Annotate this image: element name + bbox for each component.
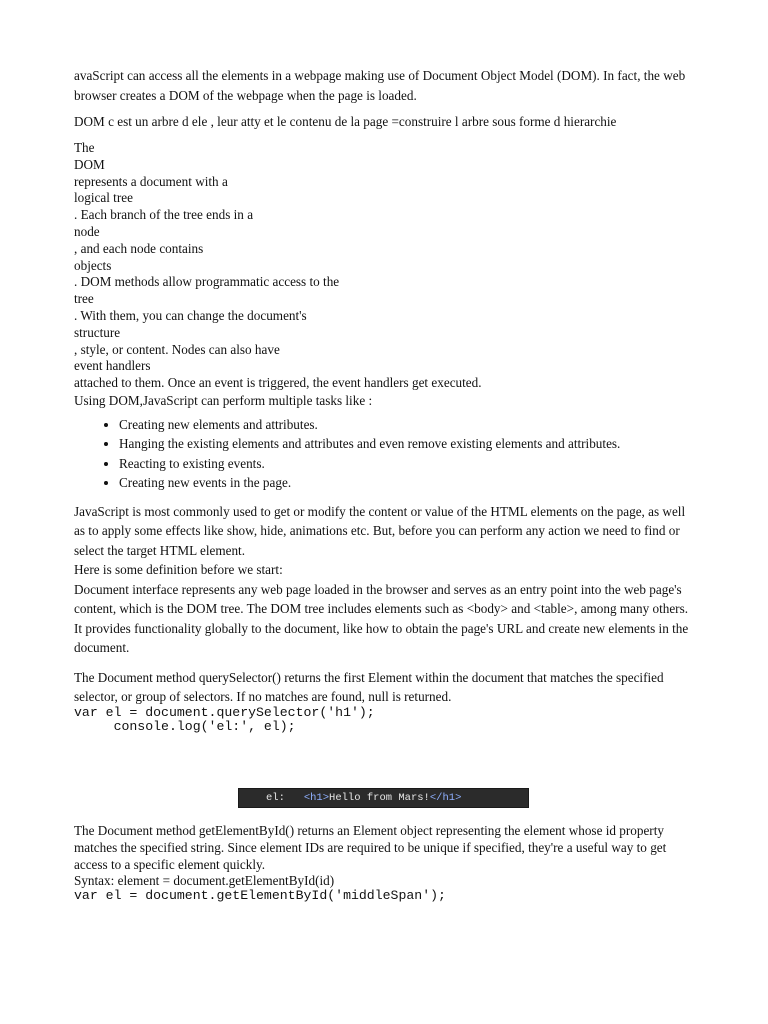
dom-line: DOM [74,156,105,172]
intro-paragraph: avaScript can access all the elements in a webpage making use of Document Object Model (DOM). In fact, the web browser creates a DOM of the webpage when the page is loaded. [74,68,686,103]
console-output-image [238,788,529,808]
html-close-tag: </h1> [429,792,462,804]
dom-line: attached to them. Once an event is triggered, the event handlers get executed. [74,375,482,391]
dom-line: The [74,140,95,155]
dom-line: structure [74,324,121,340]
dom-line: event handlers [74,358,151,374]
dom-line: logical tree [74,190,133,206]
document-body [74,66,698,734]
dom-line: . Each branch of the tree ends in a [74,207,254,223]
dom-line: represents a document with a [74,173,228,189]
document-interface-paragraph: Document interface represents any web page loaded in the browser and serves as an entry point into the web page's content, which is the DOM tree. The DOM tree includes elements such as <body> and <table>, among many others. It provides functionality globally to the document, like how to obtain the page's URL and create new elements in the document. [74,581,689,656]
tasks-list [74,415,698,493]
console-text: Hello from Mars! [329,792,430,804]
dom-line: node [74,223,100,239]
dom-line: tree [74,291,94,307]
javascript-paragraph: JavaScript is most commonly used to get or modify the content or value of the HTML elements on the page, as well as to apply some effects like show, hide, animations etc. But, before you can perform any action we need to find or select the target HTML element. [74,503,686,558]
dom-description [74,140,698,392]
html-open-tag: <h1> [303,792,330,804]
list-item: • Creating new events in the page. [119,473,698,493]
syntax-line: Syntax: element = document.getElementById(id) [74,873,335,888]
dom-line: . With them, you can change the document's [74,307,307,323]
dom-line: , style, or content. Nodes can also have [74,341,280,357]
dom-line: , and each node contains [74,240,204,256]
get-element-by-id-section [74,822,698,903]
code-line: var el = document.getElementById('middleSpan'); [74,888,446,903]
code-line: var el = document.querySelector('h1'); [74,704,375,720]
console-label: el: [266,792,285,804]
definition-intro: Here is some definition before we start: [74,562,283,578]
code-line: console.log('el:', el); [74,718,296,734]
tasks-intro: Using DOM,JavaScript can perform multiple tasks like : [74,392,373,408]
get-element-by-id-description: The Document method getElementById() returns an Element object representing the element whose id property matches the specified string. Since element IDs are required to be unique if specified, they're a useful way to get access to a specific element quickly. [74,823,667,872]
list-item: • Creating new elements and attributes. [119,415,698,435]
list-item: • Hanging the existing elements and attributes and even remove existing elements and attributes. [119,434,698,454]
query-selector-description: The Document method querySelector() returns the first Element within the document that matches the specified selector, or group of selectors. If no matches are found, null is returned. [74,669,664,704]
list-item: • Reacting to existing events. [119,454,698,474]
french-note-paragraph: DOM c est un arbre d ele , leur atty et le contenu de la page =construire l arbre sous forme d hierarchie [74,114,617,129]
dom-line: objects [74,257,112,273]
dom-line: . DOM methods allow programmatic access to the [74,274,340,290]
